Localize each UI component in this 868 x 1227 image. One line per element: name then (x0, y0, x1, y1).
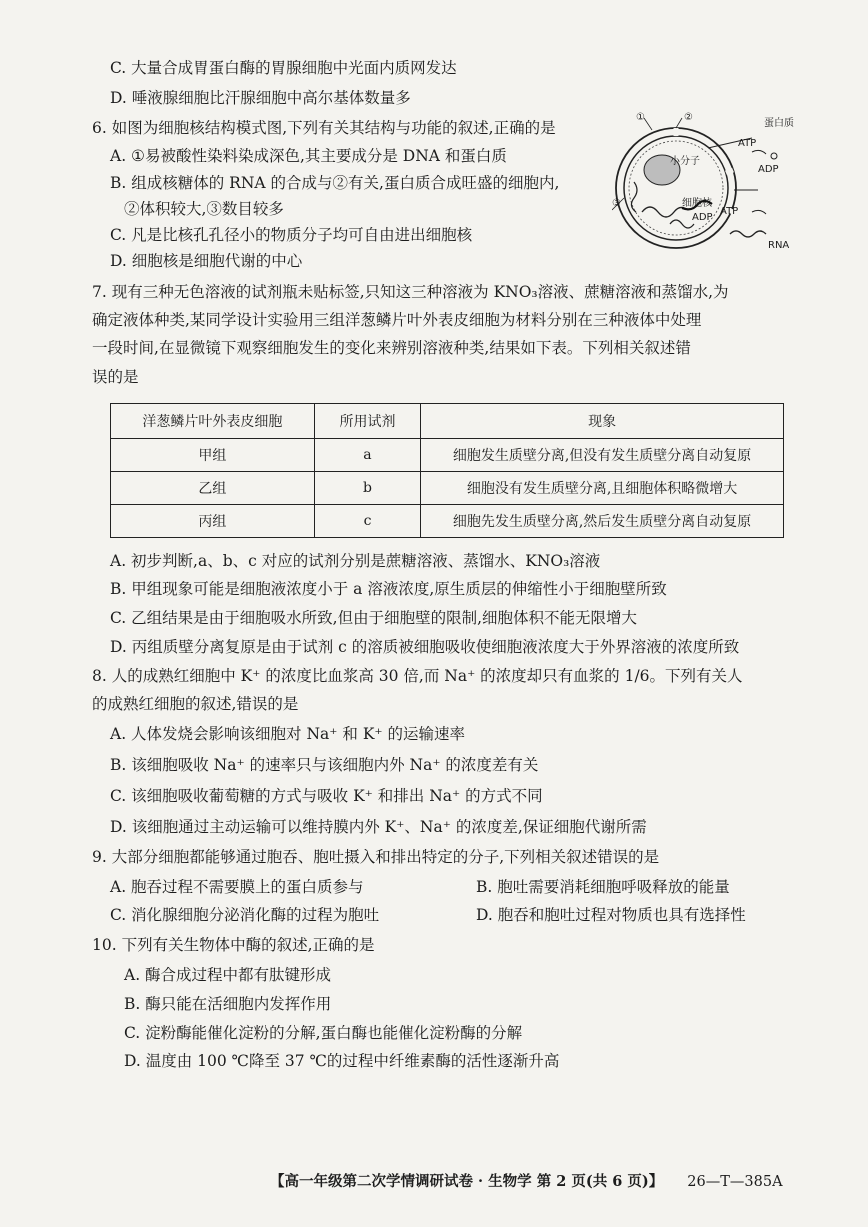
q6-option-a: A. ①易被酸性染料染成深色,其主要成分是 DNA 和蛋白质 (110, 147, 507, 165)
q10-option-a: A. 酶合成过程中都有肽键形成 (124, 966, 332, 984)
table-header-cell: 洋葱鳞片叶外表皮细胞 (111, 404, 315, 439)
q6-option-b-line1: B. 组成核糖体的 RNA 的合成与②有关,蛋白质合成旺盛的细胞内, (110, 174, 560, 192)
table-cell: 乙组 (111, 472, 315, 505)
q7-results-table (110, 403, 784, 538)
q8-stem-line1: 8. 人的成熟红细胞中 K⁺ 的浓度比血浆高 30 倍,而 Na⁺ 的浓度却只有血浆的 1/6。下列有关人 (92, 667, 743, 685)
footer-title: 【高一年级第二次学情调研试卷 · 生物学 第 2 页(共 6 页)】 (270, 1173, 664, 1190)
table-header-cell: 现象 (421, 404, 784, 439)
table-cell: b (314, 472, 420, 505)
q9-option-d: D. 胞吞和胞吐过程对物质也具有选择性 (476, 906, 746, 924)
q7-option-b: B. 甲组现象可能是细胞液浓度小于 a 溶液浓度,原生质层的伸缩性小于细胞壁所致 (110, 580, 667, 598)
q9-option-c: C. 消化腺细胞分泌消化酶的过程为胞吐 (110, 906, 380, 924)
label-adp-top: ADP (758, 164, 779, 175)
atp-adp-arrow-bottom (752, 210, 766, 214)
q9-stem: 9. 大部分细胞都能够通过胞吞、胞吐摄入和排出特定的分子,下列相关叙述错误的是 (92, 848, 660, 866)
label-1: ① (636, 112, 645, 123)
label-small-molecule: 小分子 (670, 156, 700, 167)
q6-stem: 6. 如图为细胞核结构模式图,下列有关其结构与功能的叙述,正确的是 (92, 119, 556, 137)
pointer-1 (644, 118, 652, 130)
rna-export-wave (730, 231, 766, 237)
q9-option-a: A. 胞吞过程不需要膜上的蛋白质参与 (110, 878, 364, 896)
small-circle (771, 153, 777, 159)
label-nucleus: 细胞核 (682, 198, 712, 209)
label-rna: RNA (768, 240, 790, 251)
q5-option-c: C. 大量合成胃蛋白酶的胃腺细胞中光面内质网发达 (110, 59, 457, 77)
label-atp-bottom: ATP (720, 206, 739, 217)
table-cell: c (314, 505, 420, 538)
q7-option-d: D. 丙组质壁分离复原是由于试剂 c 的溶质被细胞吸收使细胞液浓度大于外界溶液的浓度所致 (110, 638, 740, 656)
q7-option-a: A. 初步判断,a、b、c 对应的试剂分别是蔗糖溶液、蒸馏水、KNO₃溶液 (110, 552, 601, 570)
pointer-2 (676, 118, 682, 128)
table-header-cell: 所用试剂 (314, 404, 420, 439)
table-row (111, 505, 784, 538)
q8-option-b: B. 该细胞吸收 Na⁺ 的速率只与该细胞内外 Na⁺ 的浓度差有关 (110, 756, 539, 774)
q7-stem-line2: 确定液体种类,某同学设计实验用三组洋葱鳞片叶外表皮细胞为材料分别在三种液体中处理 (92, 311, 702, 329)
q8-option-d: D. 该细胞通过主动运输可以维持膜内外 K⁺、Na⁺ 的浓度差,保证细胞代谢所需 (110, 818, 647, 836)
table-header-row (111, 404, 784, 439)
q8-option-a: A. 人体发烧会影响该细胞对 Na⁺ 和 K⁺ 的运输速率 (110, 725, 466, 743)
label-atp-top: ATP (738, 138, 757, 149)
q6-option-d: D. 细胞核是细胞代谢的中心 (110, 252, 303, 270)
table-cell: 细胞先发生质壁分离,然后发生质壁分离自动复原 (421, 505, 784, 538)
q10-stem: 10. 下列有关生物体中酶的叙述,正确的是 (92, 936, 375, 954)
table-cell: 甲组 (111, 439, 315, 472)
nucleus-structure-diagram (612, 112, 804, 272)
label-2: ② (684, 112, 693, 123)
chromatin-2 (670, 220, 694, 228)
q7-stem-line4: 误的是 (92, 368, 139, 386)
q8-option-c: C. 该细胞吸收葡萄糖的方式与吸收 K⁺ 和排出 Na⁺ 的方式不同 (110, 787, 543, 805)
q7-stem-line1: 7. 现有三种无色溶液的试剂瓶未贴标签,只知这三种溶液为 KNO₃溶液、蔗糖溶液和蒸馏水,为 (92, 283, 729, 301)
label-3: ③ (612, 198, 621, 209)
q7-option-c: C. 乙组结果是由于细胞吸水所致,但由于细胞壁的限制,细胞体积不能无限增大 (110, 609, 638, 627)
table-row (111, 472, 784, 505)
q8-stem-line2: 的成熟红细胞的叙述,错误的是 (92, 695, 299, 713)
q7-stem-line3: 一段时间,在显微镜下观察细胞发生的变化来辨别溶液种类,结果如下表。下列相关叙述错 (92, 339, 691, 357)
nuclear-pore-right (726, 170, 733, 173)
footer-code: 26—T—385A (687, 1174, 783, 1190)
atp-adp-arrow-top (752, 150, 766, 154)
table-cell: a (314, 439, 420, 472)
table-cell: 丙组 (111, 505, 315, 538)
label-adp-bottom: ADP (692, 212, 713, 223)
inner-membrane (624, 136, 728, 240)
q6-option-b-line2: ②体积较大,③数目较多 (124, 200, 284, 218)
q5-option-d: D. 唾液腺细胞比汗腺细胞中高尔基体数量多 (110, 89, 411, 107)
table-row (111, 439, 784, 472)
q9-option-b: B. 胞吐需要消耗细胞呼吸释放的能量 (476, 878, 730, 896)
chromatin-3 (631, 182, 637, 212)
page-footer (270, 1170, 783, 1191)
q10-option-b: B. 酶只能在活细胞内发挥作用 (124, 995, 332, 1013)
table-cell: 细胞没有发生质壁分离,且细胞体积略微增大 (421, 472, 784, 505)
q10-option-d: D. 温度由 100 ℃降至 37 ℃的过程中纤维素酶的活性逐渐升高 (124, 1052, 560, 1070)
q6-option-c: C. 凡是比核孔孔径小的物质分子均可自由进出细胞核 (110, 226, 473, 244)
q10-option-c: C. 淀粉酶能催化淀粉的分解,蛋白酶也能催化淀粉酶的分解 (124, 1024, 523, 1042)
label-protein: 蛋白质 (764, 118, 794, 129)
table-cell: 细胞发生质壁分离,但没有发生质壁分离自动复原 (421, 439, 784, 472)
